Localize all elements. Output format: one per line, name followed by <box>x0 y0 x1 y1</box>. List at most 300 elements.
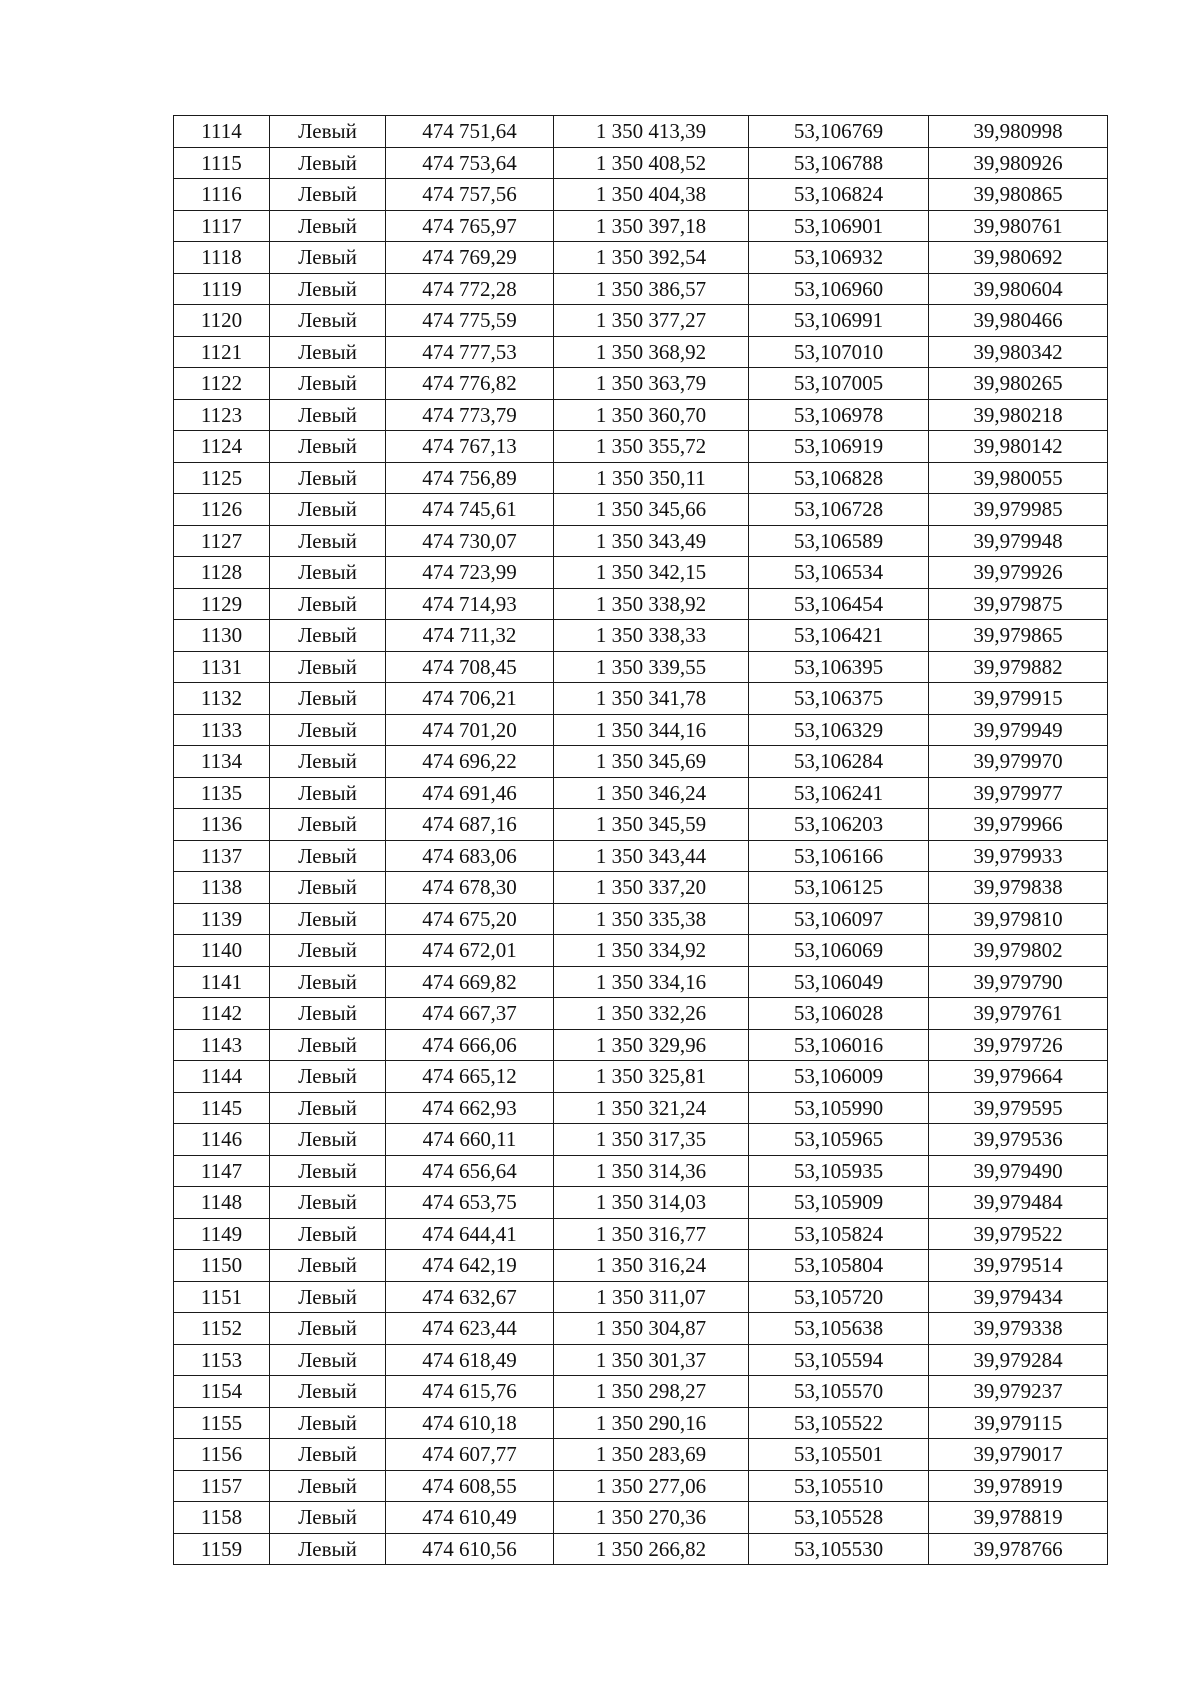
table-row <box>174 840 1108 872</box>
table-row <box>174 998 1108 1030</box>
side-cell: Левый <box>270 557 386 589</box>
table-row <box>174 1061 1108 1093</box>
x-coordinate-cell: 474 756,89 <box>386 462 554 494</box>
y-coordinate-cell: 1 350 304,87 <box>554 1313 749 1345</box>
latitude-cell: 53,107005 <box>749 368 929 400</box>
latitude-cell: 53,106589 <box>749 525 929 557</box>
longitude-cell: 39,979484 <box>929 1187 1108 1219</box>
point-number-cell: 1119 <box>174 273 270 305</box>
x-coordinate-cell: 474 723,99 <box>386 557 554 589</box>
longitude-cell: 39,980604 <box>929 273 1108 305</box>
point-number-cell: 1114 <box>174 116 270 148</box>
x-coordinate-cell: 474 714,93 <box>386 588 554 620</box>
longitude-cell: 39,980265 <box>929 368 1108 400</box>
point-number-cell: 1125 <box>174 462 270 494</box>
point-number-cell: 1155 <box>174 1407 270 1439</box>
x-coordinate-cell: 474 730,07 <box>386 525 554 557</box>
latitude-cell: 53,105824 <box>749 1218 929 1250</box>
table-row <box>174 1187 1108 1219</box>
y-coordinate-cell: 1 350 317,35 <box>554 1124 749 1156</box>
side-cell: Левый <box>270 1029 386 1061</box>
side-cell: Левый <box>270 903 386 935</box>
latitude-cell: 53,106016 <box>749 1029 929 1061</box>
side-cell: Левый <box>270 1092 386 1124</box>
x-coordinate-cell: 474 656,64 <box>386 1155 554 1187</box>
side-cell: Левый <box>270 368 386 400</box>
table-row <box>174 935 1108 967</box>
longitude-cell: 39,980218 <box>929 399 1108 431</box>
point-number-cell: 1123 <box>174 399 270 431</box>
table-row <box>174 210 1108 242</box>
point-number-cell: 1157 <box>174 1470 270 1502</box>
y-coordinate-cell: 1 350 408,52 <box>554 147 749 179</box>
x-coordinate-cell: 474 608,55 <box>386 1470 554 1502</box>
longitude-cell: 39,978766 <box>929 1533 1108 1565</box>
side-cell: Левый <box>270 1376 386 1408</box>
point-number-cell: 1147 <box>174 1155 270 1187</box>
side-cell: Левый <box>270 809 386 841</box>
x-coordinate-cell: 474 767,13 <box>386 431 554 463</box>
table-row <box>174 116 1108 148</box>
side-cell: Левый <box>270 1155 386 1187</box>
point-number-cell: 1117 <box>174 210 270 242</box>
point-number-cell: 1130 <box>174 620 270 652</box>
point-number-cell: 1131 <box>174 651 270 683</box>
table-row <box>174 872 1108 904</box>
point-number-cell: 1146 <box>174 1124 270 1156</box>
point-number-cell: 1133 <box>174 714 270 746</box>
side-cell: Левый <box>270 1502 386 1534</box>
x-coordinate-cell: 474 667,37 <box>386 998 554 1030</box>
point-number-cell: 1145 <box>174 1092 270 1124</box>
point-number-cell: 1148 <box>174 1187 270 1219</box>
y-coordinate-cell: 1 350 345,66 <box>554 494 749 526</box>
x-coordinate-cell: 474 678,30 <box>386 872 554 904</box>
y-coordinate-cell: 1 350 345,69 <box>554 746 749 778</box>
x-coordinate-cell: 474 618,49 <box>386 1344 554 1376</box>
latitude-cell: 53,105570 <box>749 1376 929 1408</box>
longitude-cell: 39,979514 <box>929 1250 1108 1282</box>
point-number-cell: 1137 <box>174 840 270 872</box>
y-coordinate-cell: 1 350 277,06 <box>554 1470 749 1502</box>
longitude-cell: 39,980998 <box>929 116 1108 148</box>
latitude-cell: 53,106454 <box>749 588 929 620</box>
point-number-cell: 1151 <box>174 1281 270 1313</box>
latitude-cell: 53,105909 <box>749 1187 929 1219</box>
point-number-cell: 1129 <box>174 588 270 620</box>
table-row <box>174 1313 1108 1345</box>
point-number-cell: 1154 <box>174 1376 270 1408</box>
table-row <box>174 777 1108 809</box>
table-row <box>174 242 1108 274</box>
longitude-cell: 39,979017 <box>929 1439 1108 1471</box>
longitude-cell: 39,979338 <box>929 1313 1108 1345</box>
longitude-cell: 39,980142 <box>929 431 1108 463</box>
table-row <box>174 368 1108 400</box>
table-row <box>174 1281 1108 1313</box>
y-coordinate-cell: 1 350 342,15 <box>554 557 749 589</box>
latitude-cell: 53,106069 <box>749 935 929 967</box>
point-number-cell: 1127 <box>174 525 270 557</box>
y-coordinate-cell: 1 350 341,78 <box>554 683 749 715</box>
longitude-cell: 39,979926 <box>929 557 1108 589</box>
point-number-cell: 1116 <box>174 179 270 211</box>
side-cell: Левый <box>270 746 386 778</box>
y-coordinate-cell: 1 350 311,07 <box>554 1281 749 1313</box>
x-coordinate-cell: 474 623,44 <box>386 1313 554 1345</box>
y-coordinate-cell: 1 350 392,54 <box>554 242 749 274</box>
table-row <box>174 305 1108 337</box>
latitude-cell: 53,105522 <box>749 1407 929 1439</box>
point-number-cell: 1134 <box>174 746 270 778</box>
y-coordinate-cell: 1 350 335,38 <box>554 903 749 935</box>
y-coordinate-cell: 1 350 314,36 <box>554 1155 749 1187</box>
x-coordinate-cell: 474 610,18 <box>386 1407 554 1439</box>
x-coordinate-cell: 474 610,56 <box>386 1533 554 1565</box>
table-row <box>174 273 1108 305</box>
x-coordinate-cell: 474 706,21 <box>386 683 554 715</box>
side-cell: Левый <box>270 242 386 274</box>
table-row <box>174 1407 1108 1439</box>
side-cell: Левый <box>270 210 386 242</box>
x-coordinate-cell: 474 751,64 <box>386 116 554 148</box>
table-row <box>174 588 1108 620</box>
latitude-cell: 53,105510 <box>749 1470 929 1502</box>
point-number-cell: 1126 <box>174 494 270 526</box>
point-number-cell: 1153 <box>174 1344 270 1376</box>
side-cell: Левый <box>270 399 386 431</box>
latitude-cell: 53,105935 <box>749 1155 929 1187</box>
latitude-cell: 53,106049 <box>749 966 929 998</box>
x-coordinate-cell: 474 776,82 <box>386 368 554 400</box>
side-cell: Левый <box>270 588 386 620</box>
latitude-cell: 53,106919 <box>749 431 929 463</box>
side-cell: Левый <box>270 1124 386 1156</box>
longitude-cell: 39,980055 <box>929 462 1108 494</box>
table-row <box>174 431 1108 463</box>
table-row <box>174 683 1108 715</box>
side-cell: Левый <box>270 1218 386 1250</box>
y-coordinate-cell: 1 350 266,82 <box>554 1533 749 1565</box>
y-coordinate-cell: 1 350 321,24 <box>554 1092 749 1124</box>
table-row <box>174 1439 1108 1471</box>
latitude-cell: 53,106203 <box>749 809 929 841</box>
longitude-cell: 39,979790 <box>929 966 1108 998</box>
latitude-cell: 53,106125 <box>749 872 929 904</box>
latitude-cell: 53,106375 <box>749 683 929 715</box>
table-row <box>174 903 1108 935</box>
x-coordinate-cell: 474 687,16 <box>386 809 554 841</box>
table-row <box>174 462 1108 494</box>
longitude-cell: 39,979284 <box>929 1344 1108 1376</box>
y-coordinate-cell: 1 350 355,72 <box>554 431 749 463</box>
side-cell: Левый <box>270 1470 386 1502</box>
latitude-cell: 53,106166 <box>749 840 929 872</box>
coordinates-table-body <box>174 116 1108 1565</box>
longitude-cell: 39,979810 <box>929 903 1108 935</box>
y-coordinate-cell: 1 350 368,92 <box>554 336 749 368</box>
y-coordinate-cell: 1 350 343,49 <box>554 525 749 557</box>
y-coordinate-cell: 1 350 397,18 <box>554 210 749 242</box>
x-coordinate-cell: 474 775,59 <box>386 305 554 337</box>
latitude-cell: 53,106028 <box>749 998 929 1030</box>
side-cell: Левый <box>270 1407 386 1439</box>
x-coordinate-cell: 474 644,41 <box>386 1218 554 1250</box>
y-coordinate-cell: 1 350 332,26 <box>554 998 749 1030</box>
point-number-cell: 1132 <box>174 683 270 715</box>
latitude-cell: 53,105530 <box>749 1533 929 1565</box>
table-row <box>174 746 1108 778</box>
longitude-cell: 39,980342 <box>929 336 1108 368</box>
side-cell: Левый <box>270 494 386 526</box>
y-coordinate-cell: 1 350 298,27 <box>554 1376 749 1408</box>
latitude-cell: 53,106097 <box>749 903 929 935</box>
y-coordinate-cell: 1 350 334,16 <box>554 966 749 998</box>
latitude-cell: 53,106534 <box>749 557 929 589</box>
latitude-cell: 53,106395 <box>749 651 929 683</box>
point-number-cell: 1122 <box>174 368 270 400</box>
table-row <box>174 966 1108 998</box>
x-coordinate-cell: 474 610,49 <box>386 1502 554 1534</box>
x-coordinate-cell: 474 753,64 <box>386 147 554 179</box>
longitude-cell: 39,979933 <box>929 840 1108 872</box>
y-coordinate-cell: 1 350 283,69 <box>554 1439 749 1471</box>
longitude-cell: 39,980865 <box>929 179 1108 211</box>
table-row <box>174 1376 1108 1408</box>
x-coordinate-cell: 474 675,20 <box>386 903 554 935</box>
point-number-cell: 1142 <box>174 998 270 1030</box>
table-row <box>174 494 1108 526</box>
longitude-cell: 39,979490 <box>929 1155 1108 1187</box>
latitude-cell: 53,106284 <box>749 746 929 778</box>
y-coordinate-cell: 1 350 329,96 <box>554 1029 749 1061</box>
x-coordinate-cell: 474 757,56 <box>386 179 554 211</box>
side-cell: Левый <box>270 1439 386 1471</box>
y-coordinate-cell: 1 350 314,03 <box>554 1187 749 1219</box>
table-row <box>174 1502 1108 1534</box>
point-number-cell: 1156 <box>174 1439 270 1471</box>
point-number-cell: 1124 <box>174 431 270 463</box>
latitude-cell: 53,105501 <box>749 1439 929 1471</box>
latitude-cell: 53,106788 <box>749 147 929 179</box>
longitude-cell: 39,979522 <box>929 1218 1108 1250</box>
x-coordinate-cell: 474 701,20 <box>386 714 554 746</box>
latitude-cell: 53,106421 <box>749 620 929 652</box>
side-cell: Левый <box>270 1313 386 1345</box>
y-coordinate-cell: 1 350 337,20 <box>554 872 749 904</box>
latitude-cell: 53,106329 <box>749 714 929 746</box>
longitude-cell: 39,980761 <box>929 210 1108 242</box>
point-number-cell: 1143 <box>174 1029 270 1061</box>
y-coordinate-cell: 1 350 338,33 <box>554 620 749 652</box>
longitude-cell: 39,979915 <box>929 683 1108 715</box>
side-cell: Левый <box>270 431 386 463</box>
table-row <box>174 525 1108 557</box>
side-cell: Левый <box>270 872 386 904</box>
point-number-cell: 1152 <box>174 1313 270 1345</box>
y-coordinate-cell: 1 350 343,44 <box>554 840 749 872</box>
x-coordinate-cell: 474 653,75 <box>386 1187 554 1219</box>
x-coordinate-cell: 474 773,79 <box>386 399 554 431</box>
latitude-cell: 53,105965 <box>749 1124 929 1156</box>
table-row <box>174 1029 1108 1061</box>
y-coordinate-cell: 1 350 270,36 <box>554 1502 749 1534</box>
y-coordinate-cell: 1 350 350,11 <box>554 462 749 494</box>
table-row <box>174 1092 1108 1124</box>
x-coordinate-cell: 474 642,19 <box>386 1250 554 1282</box>
longitude-cell: 39,979948 <box>929 525 1108 557</box>
side-cell: Левый <box>270 336 386 368</box>
latitude-cell: 53,106824 <box>749 179 929 211</box>
y-coordinate-cell: 1 350 404,38 <box>554 179 749 211</box>
x-coordinate-cell: 474 660,11 <box>386 1124 554 1156</box>
side-cell: Левый <box>270 1344 386 1376</box>
y-coordinate-cell: 1 350 334,92 <box>554 935 749 967</box>
x-coordinate-cell: 474 691,46 <box>386 777 554 809</box>
y-coordinate-cell: 1 350 377,27 <box>554 305 749 337</box>
side-cell: Левый <box>270 998 386 1030</box>
y-coordinate-cell: 1 350 316,24 <box>554 1250 749 1282</box>
side-cell: Левый <box>270 1187 386 1219</box>
x-coordinate-cell: 474 777,53 <box>386 336 554 368</box>
table-row <box>174 179 1108 211</box>
longitude-cell: 39,979977 <box>929 777 1108 809</box>
side-cell: Левый <box>270 525 386 557</box>
longitude-cell: 39,979536 <box>929 1124 1108 1156</box>
x-coordinate-cell: 474 632,67 <box>386 1281 554 1313</box>
table-row <box>174 557 1108 589</box>
point-number-cell: 1135 <box>174 777 270 809</box>
longitude-cell: 39,979237 <box>929 1376 1108 1408</box>
latitude-cell: 53,105528 <box>749 1502 929 1534</box>
side-cell: Левый <box>270 116 386 148</box>
longitude-cell: 39,979115 <box>929 1407 1108 1439</box>
latitude-cell: 53,105804 <box>749 1250 929 1282</box>
x-coordinate-cell: 474 772,28 <box>386 273 554 305</box>
point-number-cell: 1115 <box>174 147 270 179</box>
side-cell: Левый <box>270 966 386 998</box>
latitude-cell: 53,106960 <box>749 273 929 305</box>
side-cell: Левый <box>270 462 386 494</box>
longitude-cell: 39,979966 <box>929 809 1108 841</box>
longitude-cell: 39,978819 <box>929 1502 1108 1534</box>
x-coordinate-cell: 474 665,12 <box>386 1061 554 1093</box>
longitude-cell: 39,979865 <box>929 620 1108 652</box>
y-coordinate-cell: 1 350 413,39 <box>554 116 749 148</box>
point-number-cell: 1159 <box>174 1533 270 1565</box>
x-coordinate-cell: 474 607,77 <box>386 1439 554 1471</box>
latitude-cell: 53,105638 <box>749 1313 929 1345</box>
x-coordinate-cell: 474 765,97 <box>386 210 554 242</box>
table-row <box>174 1250 1108 1282</box>
longitude-cell: 39,979664 <box>929 1061 1108 1093</box>
side-cell: Левый <box>270 305 386 337</box>
side-cell: Левый <box>270 651 386 683</box>
table-row <box>174 399 1108 431</box>
longitude-cell: 39,980466 <box>929 305 1108 337</box>
y-coordinate-cell: 1 350 360,70 <box>554 399 749 431</box>
point-number-cell: 1121 <box>174 336 270 368</box>
longitude-cell: 39,979949 <box>929 714 1108 746</box>
x-coordinate-cell: 474 683,06 <box>386 840 554 872</box>
longitude-cell: 39,979726 <box>929 1029 1108 1061</box>
side-cell: Левый <box>270 1533 386 1565</box>
side-cell: Левый <box>270 935 386 967</box>
longitude-cell: 39,979595 <box>929 1092 1108 1124</box>
latitude-cell: 53,106932 <box>749 242 929 274</box>
side-cell: Левый <box>270 1281 386 1313</box>
x-coordinate-cell: 474 708,45 <box>386 651 554 683</box>
latitude-cell: 53,106901 <box>749 210 929 242</box>
side-cell: Левый <box>270 620 386 652</box>
longitude-cell: 39,979838 <box>929 872 1108 904</box>
y-coordinate-cell: 1 350 386,57 <box>554 273 749 305</box>
table-row <box>174 620 1108 652</box>
table-row <box>174 714 1108 746</box>
side-cell: Левый <box>270 273 386 305</box>
latitude-cell: 53,106009 <box>749 1061 929 1093</box>
y-coordinate-cell: 1 350 346,24 <box>554 777 749 809</box>
side-cell: Левый <box>270 683 386 715</box>
y-coordinate-cell: 1 350 345,59 <box>554 809 749 841</box>
table-row <box>174 336 1108 368</box>
table-row <box>174 147 1108 179</box>
table-row <box>174 1218 1108 1250</box>
y-coordinate-cell: 1 350 339,55 <box>554 651 749 683</box>
point-number-cell: 1118 <box>174 242 270 274</box>
y-coordinate-cell: 1 350 344,16 <box>554 714 749 746</box>
y-coordinate-cell: 1 350 301,37 <box>554 1344 749 1376</box>
latitude-cell: 53,107010 <box>749 336 929 368</box>
point-number-cell: 1144 <box>174 1061 270 1093</box>
point-number-cell: 1150 <box>174 1250 270 1282</box>
point-number-cell: 1136 <box>174 809 270 841</box>
longitude-cell: 39,979802 <box>929 935 1108 967</box>
coordinates-table <box>173 115 1108 1565</box>
x-coordinate-cell: 474 669,82 <box>386 966 554 998</box>
side-cell: Левый <box>270 1061 386 1093</box>
latitude-cell: 53,106241 <box>749 777 929 809</box>
point-number-cell: 1138 <box>174 872 270 904</box>
point-number-cell: 1120 <box>174 305 270 337</box>
longitude-cell: 39,980926 <box>929 147 1108 179</box>
side-cell: Левый <box>270 840 386 872</box>
longitude-cell: 39,979434 <box>929 1281 1108 1313</box>
x-coordinate-cell: 474 711,32 <box>386 620 554 652</box>
longitude-cell: 39,980692 <box>929 242 1108 274</box>
table-row <box>174 1470 1108 1502</box>
latitude-cell: 53,105594 <box>749 1344 929 1376</box>
point-number-cell: 1141 <box>174 966 270 998</box>
y-coordinate-cell: 1 350 363,79 <box>554 368 749 400</box>
x-coordinate-cell: 474 769,29 <box>386 242 554 274</box>
table-row <box>174 809 1108 841</box>
y-coordinate-cell: 1 350 316,77 <box>554 1218 749 1250</box>
table-row <box>174 1155 1108 1187</box>
latitude-cell: 53,105990 <box>749 1092 929 1124</box>
point-number-cell: 1140 <box>174 935 270 967</box>
table-row <box>174 1533 1108 1565</box>
latitude-cell: 53,106769 <box>749 116 929 148</box>
point-number-cell: 1139 <box>174 903 270 935</box>
x-coordinate-cell: 474 696,22 <box>386 746 554 778</box>
longitude-cell: 39,979761 <box>929 998 1108 1030</box>
latitude-cell: 53,106978 <box>749 399 929 431</box>
point-number-cell: 1128 <box>174 557 270 589</box>
y-coordinate-cell: 1 350 338,92 <box>554 588 749 620</box>
x-coordinate-cell: 474 662,93 <box>386 1092 554 1124</box>
longitude-cell: 39,979970 <box>929 746 1108 778</box>
